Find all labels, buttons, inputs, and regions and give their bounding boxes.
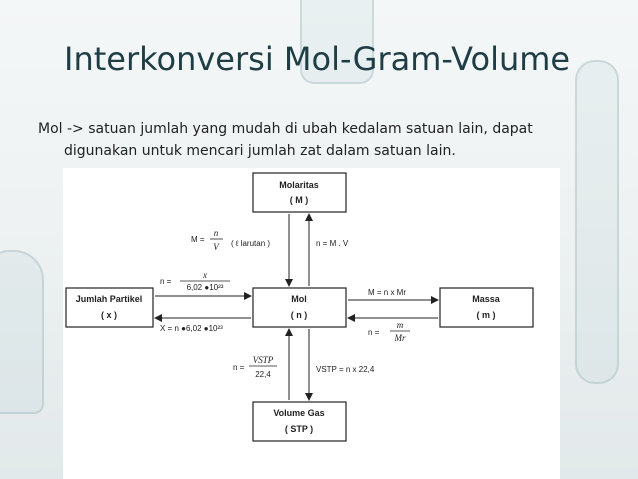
svg-text:n =: n =: [233, 363, 245, 372]
svg-text:22,4: 22,4: [255, 370, 271, 379]
formula-molaritas: [191, 228, 270, 252]
mol-name: Mol: [291, 294, 307, 304]
background-flask-right: [575, 60, 619, 384]
svg-text:( ℓ larutan ): ( ℓ larutan ): [231, 239, 271, 248]
subtitle-line-2: digunakan untuk mencari jumlah zat dalam satuan lain.: [64, 143, 456, 159]
svg-text:6,02 ●10²³: 6,02 ●10²³: [186, 283, 224, 292]
volume-gas-symbol: ( STP ): [284, 424, 314, 434]
formula-x: X = n ●6,02 ●10²³: [160, 324, 223, 333]
slide-subtitle: [38, 118, 598, 162]
box-molaritas: [253, 173, 346, 212]
formula-n-volume: [233, 355, 277, 379]
background-flask-left: [0, 250, 44, 414]
svg-text:m: m: [396, 320, 404, 330]
massa-symbol: ( m ): [476, 310, 496, 320]
box-massa: [440, 288, 533, 327]
massa-name: Massa: [472, 294, 500, 304]
mol-symbol: ( n ): [290, 310, 308, 320]
box-mol: [253, 288, 346, 327]
box-volume-gas: [253, 402, 346, 441]
svg-text:n =: n =: [160, 277, 172, 286]
diagram-panel: [63, 168, 560, 479]
formula-n-massa: [368, 320, 410, 343]
molaritas-name: Molaritas: [279, 180, 319, 190]
volume-gas-name: Volume Gas: [273, 408, 325, 418]
svg-text:Mr: Mr: [394, 333, 406, 343]
box-jumlah-partikel: [66, 288, 153, 327]
svg-text:x: x: [203, 270, 207, 280]
formula-vstp: VSTP = n x 22,4: [316, 365, 375, 374]
slide-title: Interkonversi Mol-Gram-Volume: [64, 40, 571, 78]
molaritas-symbol: ( M ): [289, 195, 309, 205]
formula-m-nmr: M = n x Mr: [368, 288, 407, 297]
svg-text:V: V: [213, 242, 219, 252]
svg-text:n =: n =: [368, 328, 380, 337]
svg-text:VSTP: VSTP: [252, 355, 274, 365]
conversion-diagram: [63, 168, 560, 479]
formula-n-mv: n = M . V: [316, 239, 349, 248]
jumlah-partikel-name: Jumlah Partikel: [75, 294, 143, 304]
formula-n-partikel: [160, 270, 230, 292]
svg-text:M =: M =: [191, 235, 205, 244]
jumlah-partikel-symbol: ( x ): [100, 310, 118, 320]
subtitle-line-1: Mol -> satuan jumlah yang mudah di ubah kedalam satuan lain, dapat: [38, 121, 533, 137]
svg-text:n: n: [213, 228, 219, 238]
